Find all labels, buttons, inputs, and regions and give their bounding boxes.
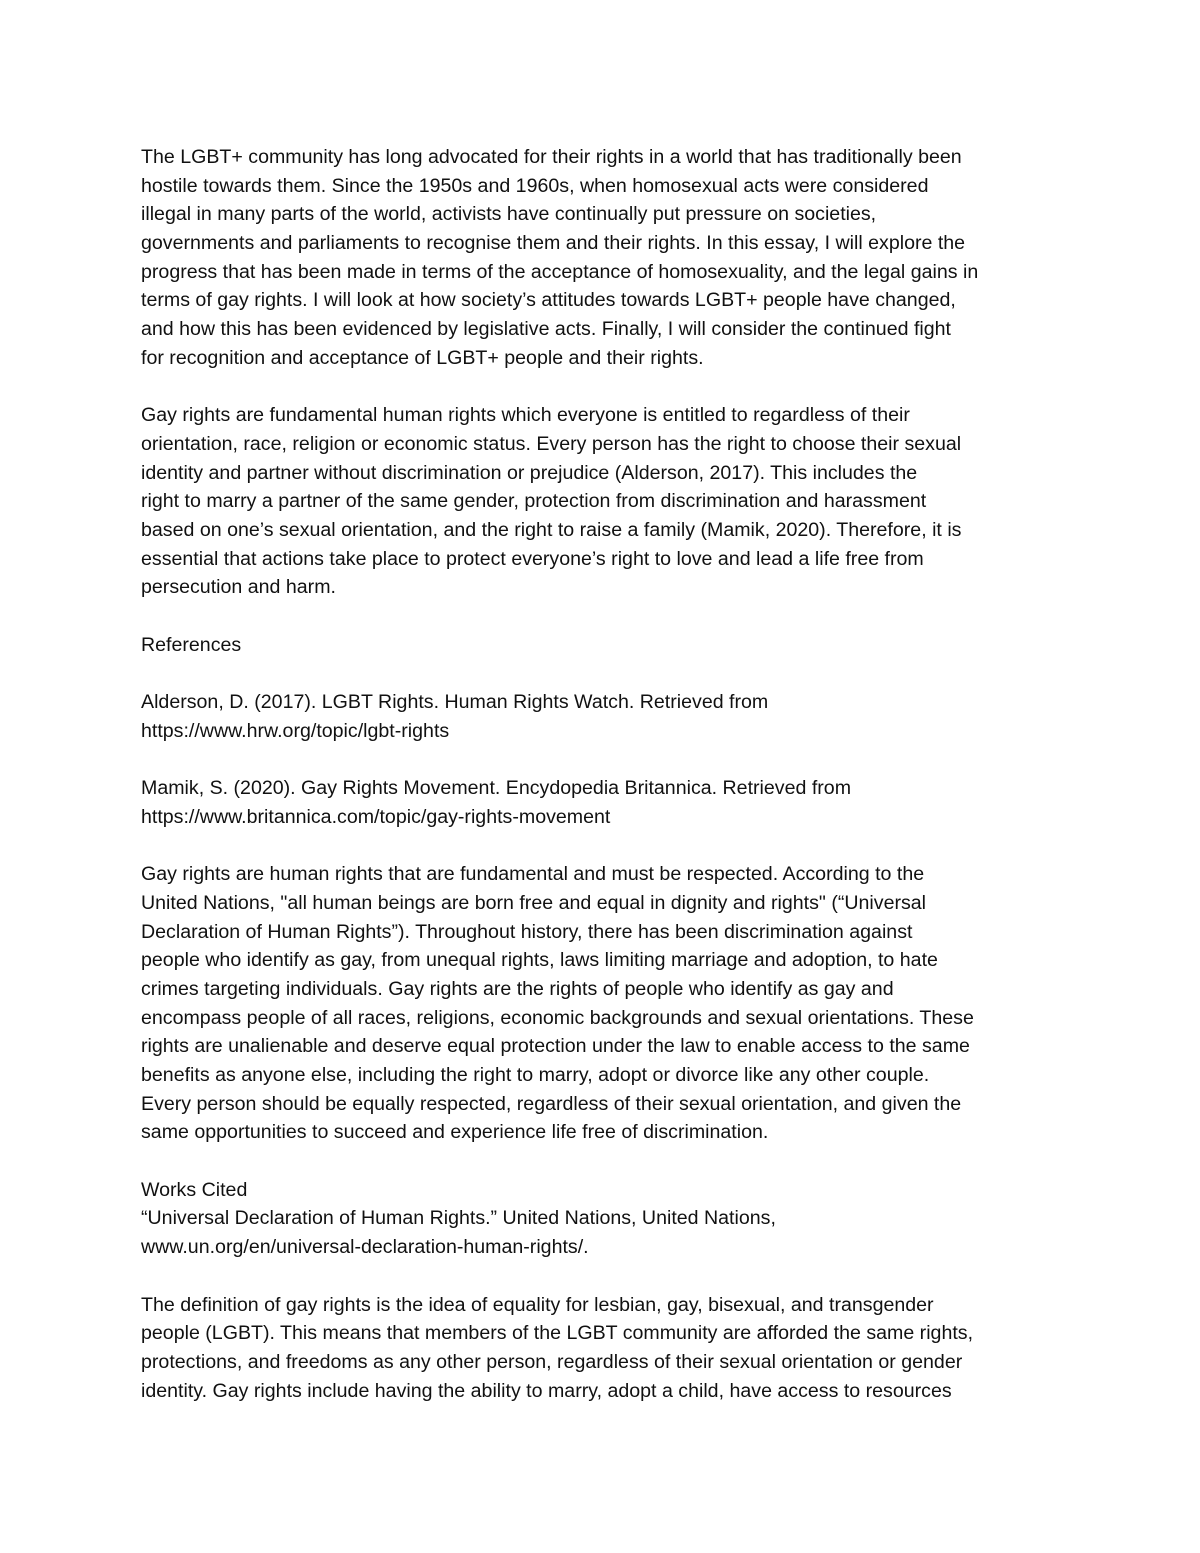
paragraph-human-rights [141, 860, 1081, 1147]
works-cited-heading: Works Cited [141, 1178, 248, 1201]
text-line: identity and partner without discrimination or prejudice (Alderson, 2017). This includes the [141, 461, 918, 484]
text-line: United Nations, "all human beings are born free and equal in dignity and rights" (“Universal [141, 891, 927, 914]
reference-url: https://www.hrw.org/topic/lgbt-rights [141, 719, 450, 742]
text-line: for recognition and acceptance of LGBT+ people and their rights. [141, 346, 704, 369]
paragraph-gap [141, 659, 1081, 688]
text-line: “Universal Declaration of Human Rights.” United Nations, United Nations, [141, 1207, 776, 1230]
text-line: based on one’s sexual orientation, and the right to raise a family (Mamik, 2020). Therefore, it is [141, 518, 962, 541]
text-line: benefits as anyone else, including the right to marry, adopt or divorce like any other couple. [141, 1064, 930, 1086]
paragraph-gap [141, 1262, 1081, 1291]
text-line: The LGBT+ community has long advocated for their rights in a world that has traditionally been [141, 146, 962, 168]
text-line: people who identify as gay, from unequal rights, laws limiting marriage and adoption, to hate [141, 949, 938, 972]
reference-url: www.un.org/en/universal-declaration-human-rights/. [141, 1236, 589, 1259]
text-line: Declaration of Human Rights”). Throughout history, there has been discrimination against [141, 920, 913, 943]
paragraph-gap [141, 1147, 1081, 1176]
text-line: Mamik, S. (2020). Gay Rights Movement. Encydopedia Britannica. Retrieved from [141, 777, 852, 800]
text-line: same opportunities to succeed and experience life free of discrimination. [141, 1121, 769, 1144]
text-line: illegal in many parts of the world, activists have continually put pressure on societies, [141, 203, 877, 226]
paragraph-gap [141, 602, 1081, 631]
paragraph-gap [141, 832, 1081, 861]
reference-alderson [141, 688, 1081, 745]
text-line: terms of gay rights. I will look at how society’s attitudes towards LGBT+ people have changed, [141, 289, 956, 312]
reference-url: https://www.britannica.com/topic/gay-rights-movement [141, 805, 611, 828]
text-line: rights are unalienable and deserve equal protection under the law to enable access to the same [141, 1035, 970, 1058]
text-line: persecution and harm. [141, 576, 336, 599]
text-line: Gay rights are human rights that are fundamental and must be respected. According to the [141, 863, 925, 886]
text-line: hostile towards them. Since the 1950s and 1960s, when homosexual acts were considered [141, 174, 929, 197]
text-line: Every person should be equally respected, regardless of their sexual orientation, and given the [141, 1092, 962, 1115]
text-line: protections, and freedoms as any other person, regardless of their sexual orientation or gender [141, 1350, 963, 1373]
text-line: right to marry a partner of the same gender, protection from discrimination and harassment [141, 490, 927, 513]
text-line: and how this has been evidenced by legislative acts. Finally, I will consider the continued fight [141, 318, 951, 341]
text-line: governments and parliaments to recognise them and their rights. In this essay, I will explore the [141, 232, 966, 255]
paragraph-definition [141, 1291, 1081, 1406]
text-line: people (LGBT). This means that members of the LGBT community are afforded the same rights, [141, 1322, 974, 1345]
paragraph-gap [141, 745, 1081, 774]
works-cited-entry [141, 1204, 1081, 1261]
text-line: crimes targeting individuals. Gay rights are the rights of people who identify as gay and [141, 977, 894, 1000]
text-line: essential that actions take place to protect everyone’s right to love and lead a life free from [141, 547, 924, 570]
references-heading: References [141, 633, 242, 656]
text-line: The definition of gay rights is the idea of equality for lesbian, gay, bisexual, and transgender [141, 1293, 934, 1316]
document-body [141, 143, 1081, 1405]
reference-mamik [141, 774, 1081, 831]
paragraph-gap [141, 373, 1081, 402]
text-line: orientation, race, religion or economic status. Every person has the right to choose their sexual [141, 432, 962, 455]
text-line: identity. Gay rights include having the ability to marry, adopt a child, have access to resources [141, 1379, 952, 1402]
text-line: Alderson, D. (2017). LGBT Rights. Human Rights Watch. Retrieved from [141, 691, 769, 714]
text-line: Gay rights are fundamental human rights which everyone is entitled to regardless of their [141, 404, 910, 427]
text-line: progress that has been made in terms of the acceptance of homosexuality, and the legal gains in [141, 260, 979, 283]
text-line: encompass people of all races, religions, economic backgrounds and sexual orientations. These [141, 1006, 974, 1029]
paragraph-intro [141, 143, 1081, 373]
paragraph-fundamental-rights [141, 401, 1081, 602]
